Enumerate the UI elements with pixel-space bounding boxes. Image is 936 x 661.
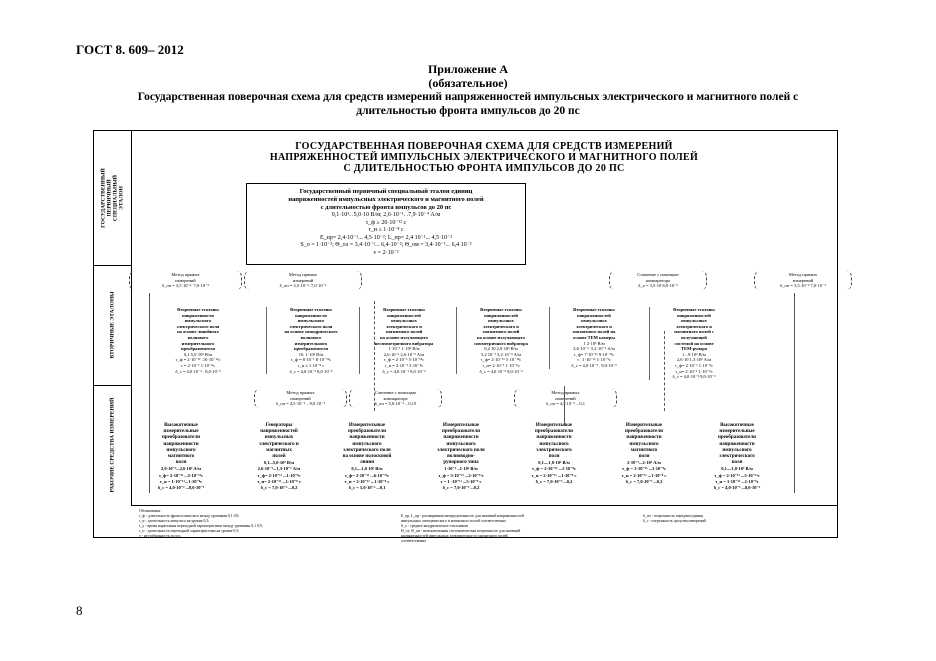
text-line: волнового <box>187 334 209 340</box>
text-line: δ_оп = 4,5·10⁻² ...9,0·10⁻² <box>275 401 325 406</box>
text-line: 0,1·10³. .5,0·10 В/м; 2,6·10⁻¹. .7,9·10⁻⁴ А/м <box>331 212 441 218</box>
param-line: δ_с = 4,0·10⁻² ...8,0·10⁻² <box>157 485 205 491</box>
verification-scheme-diagram <box>93 130 838 543</box>
text-line: полей <box>272 454 286 460</box>
text-line: измерительные <box>163 429 199 435</box>
param-line: δ_с = 5,0·10⁻² ...0,1 <box>348 485 386 491</box>
text-line: напряженности <box>295 312 327 318</box>
text-line: электрического поля <box>343 447 391 453</box>
param-line: 0,1...5,0·10³ В/м <box>263 460 295 466</box>
text-line: импульсного <box>166 447 196 453</box>
param-line: 1 2·10³ В/м <box>583 340 605 346</box>
text-line: электрического поля <box>289 323 333 329</box>
param-line: τ_и = 2·10⁻¹¹ ...1·10⁻⁸ с <box>344 478 390 484</box>
text-line: измерений <box>292 277 314 283</box>
text-line: соответственно <box>401 539 427 543</box>
section-label-primary: ГОСУДАРСТВЕННЫЙ ПЕРВИЧНЫЙ СПЕЦИАЛЬНЫЙ ЭТАЛОН <box>100 168 125 228</box>
method-box-top <box>754 271 852 290</box>
text-line: напряженности <box>349 435 385 441</box>
text-line: несимметричного вибратора <box>374 340 434 346</box>
text-line: напряженности <box>182 312 214 318</box>
text-line: E_пр, L_пр - расширенная неопределенность для значений напряженностей <box>401 514 525 518</box>
text-line: электрического и <box>483 323 519 329</box>
text-line: на основе излучающего <box>477 334 525 340</box>
document-code: ГОСТ 8. 609– 2012 <box>76 42 184 57</box>
appendix-title: Приложение А <box>427 62 509 76</box>
text-line: импульсного <box>184 318 212 324</box>
text-line: электрического <box>536 447 572 453</box>
param-line: δ_с = 4,0·10⁻² 9,0·10⁻² <box>382 368 426 374</box>
param-line: 2,6·10⁻¹...1,3·10⁻¹ А/м <box>257 466 301 472</box>
working-instrument-box <box>599 423 689 485</box>
text-line: поля <box>175 460 187 466</box>
param-line: 2,6·10 1,3·10² А/м <box>676 357 712 363</box>
text-line: системой на основе <box>674 340 714 346</box>
text-line: τ_п - длительность переходной характеристики на уровне 0,5; <box>139 529 240 533</box>
working-instrument-box <box>234 423 324 491</box>
text-line: на основе линейного <box>177 329 219 335</box>
text-line: Θ_оэ, Θ_ом - неисключенная систематическая погрешность для значений <box>401 529 521 533</box>
param-line: τ_ф= 7·10⁻¹¹ 9·10⁻¹²с <box>573 351 615 357</box>
text-line: δ_оп = 5,0·10⁻² ...0,15 <box>374 401 417 406</box>
text-line: магнитного полей с <box>674 329 714 335</box>
text-line: Метод прямых <box>788 272 818 277</box>
text-line: Вторичные эталоны <box>290 307 332 312</box>
method-box-top <box>129 271 242 290</box>
text-line: δ_о = 3,5·10 8,0·10⁻² <box>638 283 678 288</box>
text-line: импульсного <box>722 447 752 453</box>
text-line: τ_ф - длительность фронта импульса между уровнями 0,1 0,9; <box>139 514 240 518</box>
text-line: δ_с - погрешность средства измерений <box>643 519 706 523</box>
legend-notes: Обозначения. τ_ф - длительность фронта импульса между уровнями 0,1 0,9; τ_и - длительность импульса на уровне 0,5; τ_у - время нарастания переходной характеристики между уровнями 0,1 0,9, τ_п - длительность переходной характеристики на уровне 0,5; ν - нестабильность за год; E_пр, L_пр - расширенная неопределенность для значений напряженностей импульсных электрического и магнитного полей соответственно S_o - среднее квадратическое отклонение Θ_оэ, Θ_ом - неисключенная систематическая погрешность для значений напряженностей импульсных электрического и магнитного полей соответственно δ_оп - погрешность передачи единиц δ_с - погрешность средства измерений <box>139 509 829 544</box>
text-line: преобразователя <box>294 346 328 352</box>
text-line: Метод прямых <box>551 390 580 395</box>
text-line: τ_и ≤ 1·10⁻⁸ с <box>368 227 404 233</box>
text-line: S_o = 1·10⁻²; Θ_оэ = 3,4·10⁻¹... 6,4·10⁻²; Θ_ом = 3,4·10⁻¹... 6,4 10⁻² <box>300 242 472 248</box>
secondary-standard-box <box>649 307 738 380</box>
text-line: измерительного <box>294 340 328 346</box>
text-line: ν - нестабильность за год; <box>139 534 181 538</box>
appendix-status: (обязательное) <box>428 76 508 90</box>
text-line: Измерительные <box>535 423 573 428</box>
text-line: δ_оп = 3,5·10⁻². 7,0·10⁻² <box>162 283 209 288</box>
text-line: на основе излучающего <box>380 334 428 340</box>
text-line: измерительные <box>719 429 755 435</box>
text-line: компаратора <box>646 277 670 283</box>
param-line: τ_и ≤ 1·10⁻⁸ с <box>297 362 325 368</box>
param-line: δ_с = 4,0·10⁻² ...8,0·10⁻² <box>713 485 761 491</box>
text-line: поля <box>638 454 650 460</box>
param-line: δ_с = 4,0·10⁻² . 9,0·10⁻² <box>571 362 617 368</box>
method-box-bottom <box>254 389 347 408</box>
text-line: δ_оп = 3,5·10⁻². 7,0·10⁻² <box>279 283 327 288</box>
text-line: δ_оп - погрешность передачи единиц <box>643 514 704 518</box>
text-line: напряженности <box>443 435 479 441</box>
param-line: 1·10⁻¹ 1·10³ В/м <box>388 346 420 352</box>
text-line: магнитного <box>630 447 658 453</box>
param-line: τ_ф = 2·10⁻¹¹ ...1·10⁻⁸с <box>621 466 667 472</box>
secondary-standard-box <box>456 307 545 374</box>
text-line: импульсного <box>629 441 659 447</box>
text-line: рупорного типа <box>443 460 479 466</box>
param-line: τ_и= 2·10⁻¹ 1·10⁻⁸с <box>675 368 713 374</box>
param-line: τ_и = 1·10⁻¹¹...1·10⁻⁸с <box>159 478 203 484</box>
param-line: τ_ф= 2·10⁻¹¹ ...1·10⁻⁸с <box>257 472 301 478</box>
param-line: 1·10⁻¹ ..1·10³ В/м <box>444 466 478 472</box>
text-line: электрического и <box>676 323 712 329</box>
text-line: электрического и <box>386 323 422 329</box>
text-line: Вторичные эталоны <box>177 307 219 312</box>
text-line: измерительного <box>181 340 215 346</box>
param-line: τ_ф = 2·10⁻¹¹ .10·10⁻¹²с <box>175 357 221 363</box>
text-line: поля <box>548 454 560 460</box>
text-line: волнового <box>300 334 322 340</box>
diagram-title: ГОСУДАРСТВЕННАЯ ПОВЕРОЧНАЯ СХЕМА ДЛЯ СРЕДСТВ ИЗМЕРЕНИЙ НАПРЯЖЕННОСТЕЙ ИМПУЛЬСНЫХ ЭЛЕКТРИЧЕСКОГО И МАГНИТНОГО ПОЛЕЙ С ДЛИТЕЛЬНОСТЬЮ ФРОНТА ИМПУЛЬСОВ ДО 20 ПС <box>269 141 699 174</box>
text-line: Измерительные <box>625 423 663 428</box>
text-line: напряженности <box>536 435 572 441</box>
text-line: Высокоточные <box>164 423 198 428</box>
param-line: τ_и= 2·10⁻¹¹ ...1·10⁻⁸ с <box>257 478 301 484</box>
method-box-bottom <box>514 389 617 408</box>
text-line: преобразователя <box>181 346 215 352</box>
param-line: δ_с = 4,0·10⁻² . 8,0·10⁻² <box>175 368 221 374</box>
text-line: S_o - среднее квадратическое отклонение <box>401 524 469 528</box>
text-line: измерений <box>792 277 814 283</box>
param-line: 1...9·10² В/м <box>682 351 706 357</box>
secondary-standard-box <box>359 307 448 374</box>
text-line: измерений <box>175 277 196 283</box>
param-line: 0,2 10 2,0·10³ В/м <box>484 346 518 352</box>
working-instrument-box <box>416 423 506 491</box>
param-line: τ_ф = 2·10⁻¹¹ ...1·10⁻⁸с <box>531 466 577 472</box>
param-line: τ_ф = 2·10⁻¹ 5·10⁻¹²с <box>383 357 425 363</box>
text-line: импульсного <box>539 441 569 447</box>
text-line: Метод прямых <box>286 390 315 395</box>
heading-line-1: Государственная поверочная схема для средств измерений напряженностей импульсных электрического и магнитного полей с <box>137 91 799 103</box>
text-line: электрического поля <box>176 323 220 329</box>
param-line: τ_и = 2·10⁻¹ 3·10⁻⁸с <box>384 362 424 368</box>
text-line: напряженностей <box>484 312 518 318</box>
param-line: τ = 1 ·10⁻¹¹ ...5·10⁻⁸ с <box>440 478 482 484</box>
page-number: 8 <box>76 603 83 618</box>
param-line: τ_и= 2·10⁻¹ 1·10⁻⁸с <box>482 362 520 368</box>
text-line: импульсного <box>352 441 382 447</box>
text-line: Вторичные эталоны <box>673 307 715 312</box>
secondary-standard-box <box>266 307 355 374</box>
text-line: напряженности <box>163 441 199 447</box>
section-label-secondary: ВТОРИЧНЫЕ ЭТАЛОНЫ <box>109 291 116 359</box>
param-line: τ_ф = 8·10⁻¹ 8·10⁻¹²с <box>290 357 332 363</box>
text-line: τ_ф ≥ 20·10⁻¹² с <box>365 219 407 226</box>
text-line: преобразователи <box>348 429 386 435</box>
text-line: δ_оп = 3,5·10⁻² 7,0·10⁻² <box>780 283 826 288</box>
param-line: 5,2 10⁻¹ 5,2·10⁻³ А/м <box>481 351 521 357</box>
text-line: напряженностей импульсных электрического и магнитного полей <box>401 534 508 538</box>
param-line: δ_с = 4,0·10⁻² 8,0·10⁻² <box>289 368 333 374</box>
text-line: преобразователи <box>625 429 663 435</box>
param-line: 2,0·10⁻²...2,6 10² А/м <box>160 466 201 472</box>
text-line: измерений <box>290 395 311 401</box>
secondary-standard-box <box>549 307 638 369</box>
param-line: τ_и = 2·10⁻¹¹ ...1·10⁻⁸ с <box>621 472 667 478</box>
text-line: Метод прямых <box>288 272 318 277</box>
param-line: δ_с = 4,0·10⁻² 9,0·10⁻² <box>672 374 716 380</box>
text-line: электрического поля <box>437 447 485 453</box>
text-line: магнитного полей на <box>572 329 616 335</box>
text-line: Метод прямых <box>171 272 200 277</box>
text-line: поля <box>731 460 743 466</box>
working-instrument-box <box>509 423 599 485</box>
text-line: напряженностей <box>387 312 421 318</box>
text-line: Высокоточные <box>720 423 754 428</box>
text-line: измерений <box>555 395 576 401</box>
working-instrument-box <box>692 423 782 491</box>
section-label-working: РАБОЧИЕ СРЕДСТВА ИЗМЕРЕНИЙ <box>109 397 116 493</box>
text-line: напряженностей <box>677 312 711 318</box>
text-line: Генераторы <box>265 423 293 428</box>
text-line: преобразователи <box>442 429 480 435</box>
text-line: электрического <box>719 454 755 460</box>
text-line: ν = 2·10⁻² <box>373 249 399 256</box>
param-line: τ_ф= 2·10⁻¹ 1·10⁻⁸с <box>675 362 713 368</box>
text-line: магнитного полей <box>385 329 423 335</box>
primary-standard-box: Государственный первичный специальный эталон единиц напряженностей импульсных электрического и магнитного полей с длительностью фронта импульсов до 20 пс 0,1·10³. .5,0·10 В/м; 2,6·10⁻¹. .7,9·10⁻⁴ А/м τ_ф ≥ 20·10⁻¹² с τ_и ≤ 1·10⁻⁸ с E_пр= 2,4·10⁻¹... 4,5·10⁻²; L_пр= 2,4 10⁻¹... 4,5·10⁻² S_o = 1·10⁻²; Θ_оэ = 3,4·10⁻¹... 6,4·10⁻²; Θ_ом = 3,4·10⁻¹... 6,4 10⁻² ν = 2·10⁻² <box>246 183 526 265</box>
param-line: 2·10⁻²...2·10² А/м <box>627 460 661 466</box>
text-line: электрического и <box>576 323 612 329</box>
text-line: импульсного <box>297 318 325 324</box>
text-line: компаратора <box>383 395 408 401</box>
text-line: напряженностей <box>260 429 298 435</box>
text-line: напряженностей <box>577 312 611 318</box>
param-line: τ = 2·10⁻¹ 1·10⁻⁸с <box>181 362 215 368</box>
text-line: линии <box>359 460 375 466</box>
text-line: τ_и - длительность импульса на уровне 0,5; <box>139 519 210 523</box>
param-line: 0,1 5,0·10³ В/м <box>184 351 212 357</box>
text-line: напряженности <box>719 441 755 447</box>
param-line: δ_с = 7,0·10⁻² ...0,2 <box>535 478 573 484</box>
text-line: импульсных <box>391 318 417 324</box>
param-line: τ_и = 1·10⁻¹¹ ...1·10⁻⁸с <box>715 478 759 484</box>
text-line: электрического и <box>259 441 299 447</box>
param-line: τ . 1·10⁻¹¹ 1·10⁻⁹с <box>577 357 611 363</box>
text-line: δ_оп = 4,5 10⁻² ...0,1 <box>546 401 585 406</box>
param-line: τ_ф = 2·10⁻¹¹ ...5·10⁻¹²с <box>714 472 760 478</box>
param-line: τ_и = 2·10⁻¹¹ ...1·10⁻⁸ с <box>531 472 577 478</box>
method-box-top <box>244 271 362 290</box>
text-line: напряженности <box>626 435 662 441</box>
text-line: на основе полосковой <box>342 454 392 460</box>
text-line: E_пр= 2,4·10⁻¹... 4,5·10⁻²; L_пр= 2,4 10⁻¹... 4,5·10⁻² <box>319 234 453 241</box>
text-line: импульсных <box>681 318 707 324</box>
param-line: τ_ф= 2·10⁻¹¹ ...5·10⁻¹²с <box>158 472 204 478</box>
text-line: импульсного <box>446 441 476 447</box>
text-line: Сличение с помощью <box>374 390 417 395</box>
text-line: импульсных электрического и магнитного полей соответственно <box>401 519 506 523</box>
param-line: 2,6·10⁻³. 5,2·10⁻³ А/м <box>573 346 615 352</box>
text-line: на основе меандрического <box>284 329 338 335</box>
param-line: δ_с = 7,0·10⁻² ...0,2 <box>442 485 480 491</box>
param-line: δ_с = 7,0·10⁻² ...0,2 <box>260 485 298 491</box>
text-line: волноводно- <box>447 454 475 460</box>
method-box-bottom <box>349 389 442 408</box>
text-line: преобразователи <box>718 435 756 441</box>
working-instrument-box <box>322 423 412 491</box>
param-line: τ_ф= 2·10⁻¹¹ 5·10⁻¹²с <box>480 357 522 363</box>
text-line: Измерительные <box>442 423 480 428</box>
text-line: симметричного вибратора <box>474 340 528 346</box>
param-line: τ_ф= 2·10⁻¹¹ ...6·10⁻¹²с <box>344 472 390 478</box>
param-line: 0,1....1,0 10³ В/м <box>351 466 383 472</box>
text-line: магнитного полей <box>482 329 520 335</box>
secondary-standard-box <box>154 307 242 374</box>
text-line: преобразователи <box>162 435 200 441</box>
param-line: δ_с = 4,0·10⁻² 9,0·10⁻² <box>479 368 523 374</box>
text-line: Вторичные эталоны <box>573 307 615 312</box>
text-line: Сличение с помощью <box>637 272 679 277</box>
param-line: 10. 1·10³ В/м <box>298 351 324 357</box>
param-line: δ_с = 7,0·10⁻² ...0,2 <box>625 478 663 484</box>
text-line: магнитного <box>167 454 195 460</box>
text-line: ТЕМ-рупора <box>680 346 708 352</box>
text-line: импульсных <box>264 435 294 441</box>
text-line: магнитных <box>266 447 292 453</box>
param-line: 0,1....1,0·10³ В/м <box>538 460 570 466</box>
text-line: Измерительные <box>348 423 386 428</box>
param-line: 0,1....1,0·10³ В/м <box>721 466 753 472</box>
text-line: τ_у - время нарастания переходной характеристики между уровнями 0,1 0,9, <box>139 524 263 528</box>
text-line: импульсных <box>581 318 607 324</box>
param-line: 2,6·10⁻¹ 2,6·10⁻³ А/м <box>383 351 425 357</box>
text-line: излучающей <box>681 334 707 340</box>
text-line: преобразователи <box>535 429 573 435</box>
param-line: τ_ф = 5·10⁻¹¹ ...2·10⁻¹¹с <box>438 472 484 478</box>
text-line: импульсных <box>488 318 514 324</box>
method-box-top <box>609 271 707 290</box>
text-line: Вторичные эталоны <box>480 307 522 312</box>
text-line: основе ТЕМ камеры <box>573 334 615 340</box>
heading-line-2: длительностью фронта импульсов до 20 пс <box>356 105 580 117</box>
text-line: Вторичные эталоны <box>383 307 425 312</box>
